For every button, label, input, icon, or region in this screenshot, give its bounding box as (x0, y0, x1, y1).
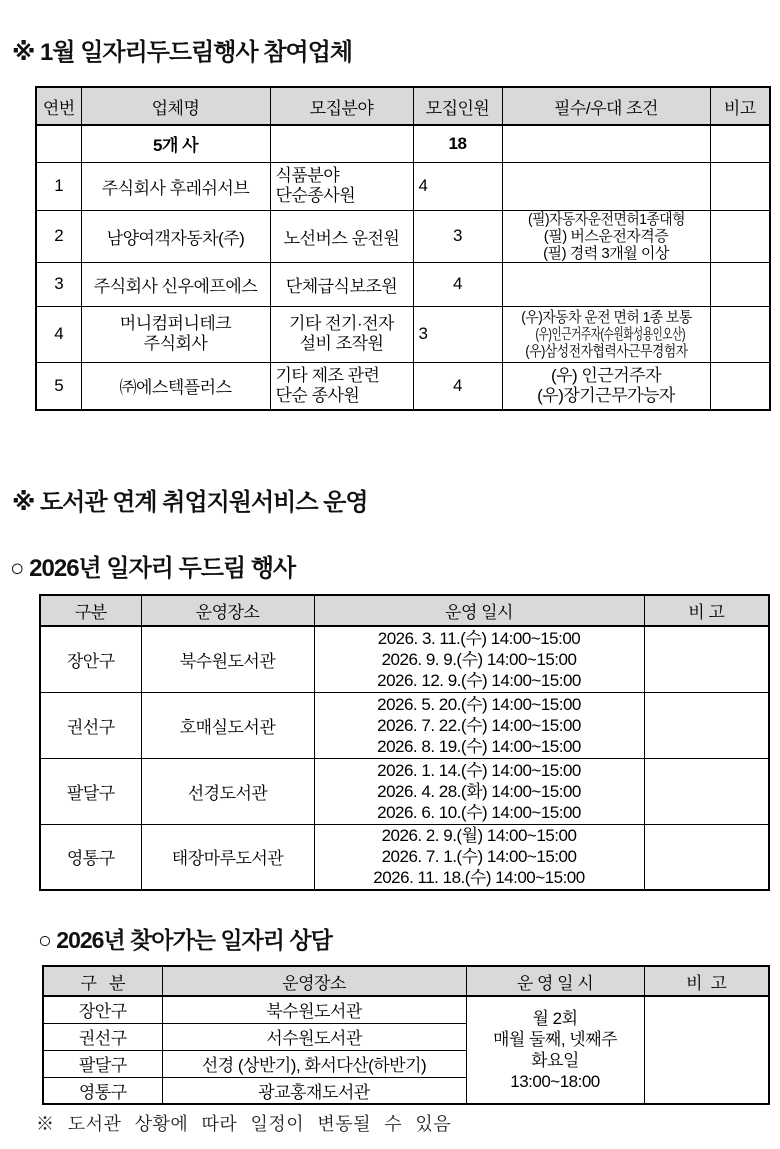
summary-conditions-cell (502, 125, 710, 162)
col-header-datetime: 운영 일시 (314, 595, 644, 626)
company-name: ㈜에스텍플러스 (81, 362, 270, 410)
library-name: 광교홍재도서관 (162, 1077, 466, 1104)
row-no: 3 (36, 262, 81, 306)
conditions: (필)자동자운전면허1종대형 (필) 버스운전자격증 (필) 경력 3개월 이상 (502, 210, 710, 262)
summary-field-cell (270, 125, 413, 162)
conditions (502, 162, 710, 210)
library-name: 서수원도서관 (162, 1023, 466, 1050)
note-cell (710, 210, 770, 262)
section-title-visiting-counsel: ○ 2026년 찾아가는 일자리 상담 (38, 927, 332, 953)
conditions: (우) 인근거주자 (우)장기근무가능자 (502, 362, 710, 410)
library-name: 호매실도서관 (141, 692, 314, 758)
visiting-header-row (43, 966, 769, 996)
district: 권선구 (43, 1023, 162, 1050)
note-cell (644, 996, 769, 1104)
section-title-january-companies: ※ 1월 일자리두드림행사 참여업체 (12, 39, 353, 66)
note-cell (644, 692, 769, 758)
company-name: 주식회사 신우에프에스 (81, 262, 270, 306)
library-name: 북수원도서관 (162, 996, 466, 1023)
district: 권선구 (40, 692, 141, 758)
note-cell (710, 362, 770, 410)
conditions (502, 262, 710, 306)
recruit-field: 기타 제조 관련 단순 종사원 (270, 362, 413, 410)
summary-note-cell (710, 125, 770, 162)
recruit-field: 단체급식보조원 (270, 262, 413, 306)
library-name: 태장마루도서관 (141, 824, 314, 890)
headcount: 3 (413, 210, 502, 262)
col-header-headcount: 모집인원 (413, 87, 502, 125)
summary-company-count: 5개 사 (81, 125, 270, 162)
row-no: 1 (36, 162, 81, 210)
headcount: 4 (413, 362, 502, 410)
event-dates: 2026. 3. 11.(수) 14:00~15:00 2026. 9. 9.(수) 14:00~15:00 2026. 12. 9.(수) 14:00~15:00 (314, 626, 644, 692)
library-name: 선경도서관 (141, 758, 314, 824)
col-header-district: 구분 (40, 595, 141, 626)
company-name: 남양여객자동차(주) (81, 210, 270, 262)
table-row (40, 824, 769, 890)
col-header-place: 운영장소 (162, 966, 466, 996)
col-header-company: 업체명 (81, 87, 270, 125)
headcount: 4 (413, 162, 502, 210)
note-cell (644, 758, 769, 824)
col-header-note: 비 고 (644, 595, 769, 626)
visiting-table (42, 965, 770, 1105)
row-no: 2 (36, 210, 81, 262)
table-row (43, 996, 769, 1023)
section-title-dudrim-2026: ○ 2026년 일자리 두드림 행사 (10, 555, 296, 582)
dudrim-header-row (40, 595, 769, 626)
note-cell (710, 262, 770, 306)
table-row (40, 692, 769, 758)
summary-no-cell (36, 125, 81, 162)
table-row (36, 210, 770, 262)
companies-header-row (36, 87, 770, 125)
col-header-district: 구 분 (43, 966, 162, 996)
table-row (36, 362, 770, 410)
recruit-field: 노선버스 운전원 (270, 210, 413, 262)
table-row (40, 758, 769, 824)
col-header-datetime: 운 영 일 시 (466, 966, 644, 996)
dudrim-table (39, 594, 770, 891)
event-dates: 2026. 5. 20.(수) 14:00~15:00 2026. 7. 22.(수) 14:00~15:00 2026. 8. 19.(수) 14:00~15:00 (314, 692, 644, 758)
district: 팔달구 (40, 758, 141, 824)
section-title-library-service: ※ 도서관 연계 취업지원서비스 운영 (12, 489, 368, 516)
district: 장안구 (40, 626, 141, 692)
district: 장안구 (43, 996, 162, 1023)
event-dates: 2026. 2. 9.(월) 14:00~15:00 2026. 7. 1.(수) 14:00~15:00 2026. 11. 18.(수) 14:00~15:00 (314, 824, 644, 890)
col-header-no: 연번 (36, 87, 81, 125)
note-cell (710, 162, 770, 210)
col-header-note: 비고 (710, 87, 770, 125)
companies-summary-row (36, 125, 770, 162)
col-header-conditions: 필수/우대 조건 (502, 87, 710, 125)
district: 영통구 (40, 824, 141, 890)
row-no: 5 (36, 362, 81, 410)
district: 팔달구 (43, 1050, 162, 1077)
library-name: 선경 (상반기), 화서다산(하반기) (162, 1050, 466, 1077)
event-dates: 2026. 1. 14.(수) 14:00~15:00 2026. 4. 28.(화) 14:00~15:00 2026. 6. 10.(수) 14:00~15:00 (314, 758, 644, 824)
headcount: 4 (413, 262, 502, 306)
recruit-field: 기타 전기·전자 설비 조작원 (270, 306, 413, 362)
district: 영통구 (43, 1077, 162, 1104)
table-row (40, 626, 769, 692)
headcount: 3 (413, 306, 502, 362)
col-header-place: 운영장소 (141, 595, 314, 626)
conditions: (우)자동차 운전 면허 1종 보통 (우)인근거주자(수원화성용인오산) (우)삼성전자협력사근무경험자 (502, 306, 710, 362)
footer-note: ※ 도서관 상황에 따라 일정이 변동될 수 있음 (36, 1114, 452, 1135)
col-header-field: 모집분야 (270, 87, 413, 125)
table-row (36, 162, 770, 210)
company-name: 머니컴퍼니테크 주식회사 (81, 306, 270, 362)
table-row (36, 262, 770, 306)
row-no: 4 (36, 306, 81, 362)
note-cell (644, 824, 769, 890)
summary-headcount: 18 (413, 125, 502, 162)
note-cell (710, 306, 770, 362)
note-cell (644, 626, 769, 692)
table-row (36, 306, 770, 362)
counsel-schedule: 월 2회 매월 둘째, 넷째주 화요일 13:00~18:00 (466, 996, 644, 1104)
company-name: 주식회사 후레쉬서브 (81, 162, 270, 210)
recruit-field: 식품분야 단순종사원 (270, 162, 413, 210)
col-header-note: 비 고 (644, 966, 769, 996)
companies-table (35, 86, 771, 411)
library-name: 북수원도서관 (141, 626, 314, 692)
